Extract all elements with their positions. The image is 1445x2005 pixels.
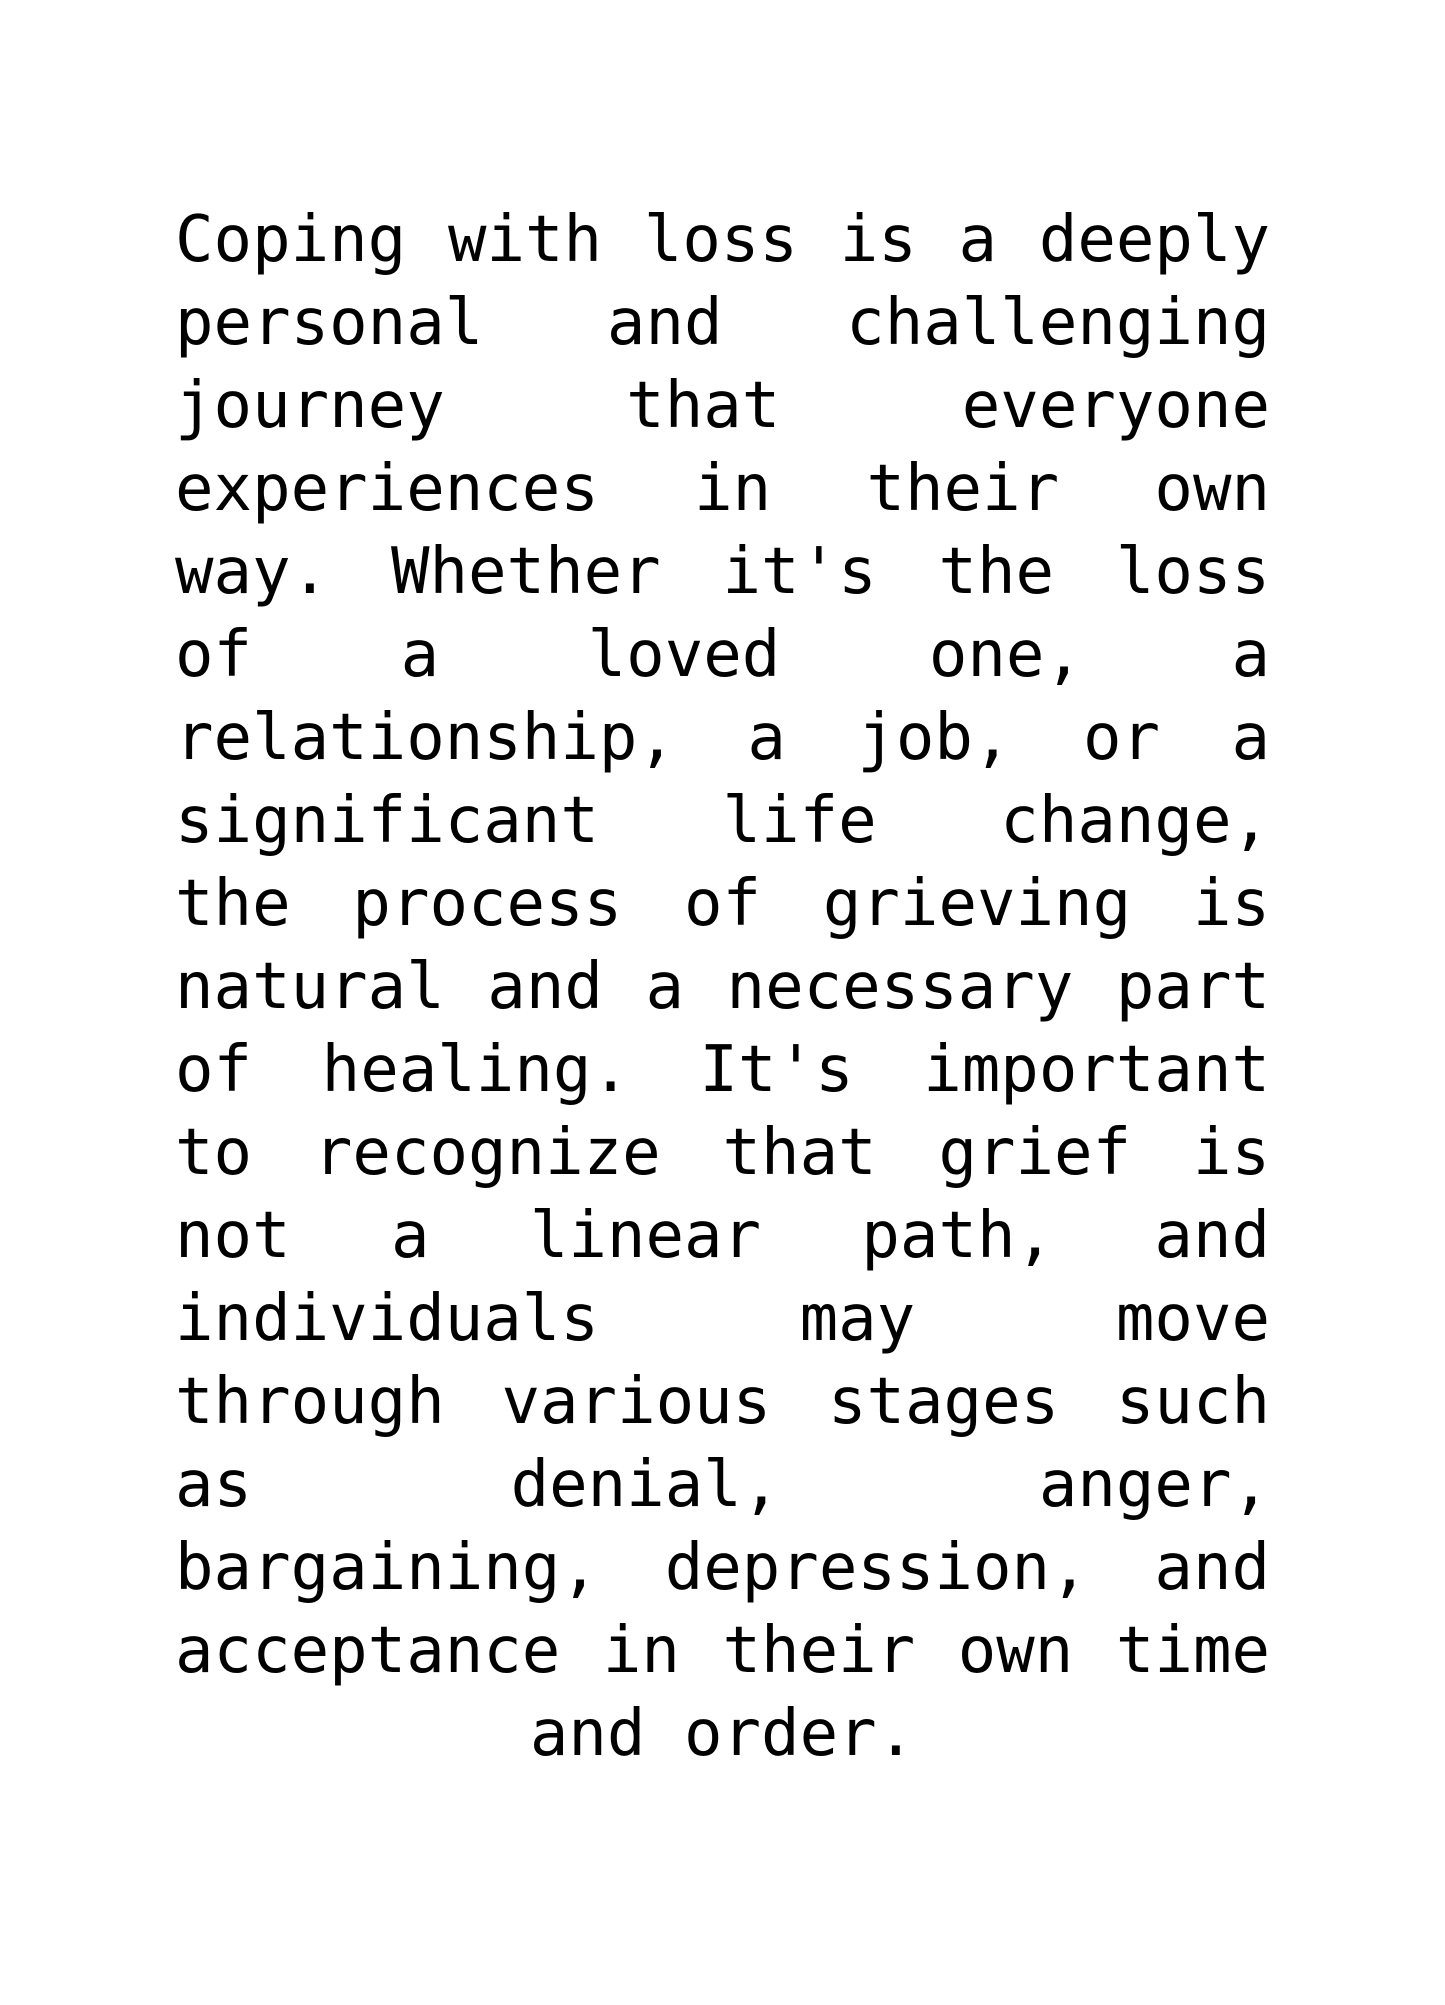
text-line: to recognize that grief is xyxy=(175,1116,1270,1190)
text-line: of healing. It's important xyxy=(175,1033,1270,1107)
text-line: significant life change, xyxy=(175,784,1270,858)
text-line: as denial, anger, xyxy=(175,1448,1270,1522)
text-line: acceptance in their own time xyxy=(175,1614,1270,1688)
text-line: individuals may move xyxy=(175,1282,1270,1356)
text-line: natural and a necessary part xyxy=(175,950,1270,1024)
text-line: personal and challenging xyxy=(175,286,1270,360)
text-line: through various stages such xyxy=(175,1365,1270,1439)
paragraph xyxy=(175,199,1270,1776)
text-line: journey that everyone xyxy=(175,369,1270,443)
text-line: bargaining, depression, and xyxy=(175,1531,1270,1605)
text-line: of a loved one, a xyxy=(175,618,1270,692)
text-line-last: and order. xyxy=(529,1697,916,1771)
text-line: experiences in their own xyxy=(175,452,1270,526)
text-line: way. Whether it's the loss xyxy=(175,535,1270,609)
text-line: not a linear path, and xyxy=(175,1199,1270,1273)
text-line: the process of grieving is xyxy=(175,867,1270,941)
text-line: relationship, a job, or a xyxy=(175,701,1270,775)
text-line: Coping with loss is a deeply xyxy=(175,203,1270,277)
